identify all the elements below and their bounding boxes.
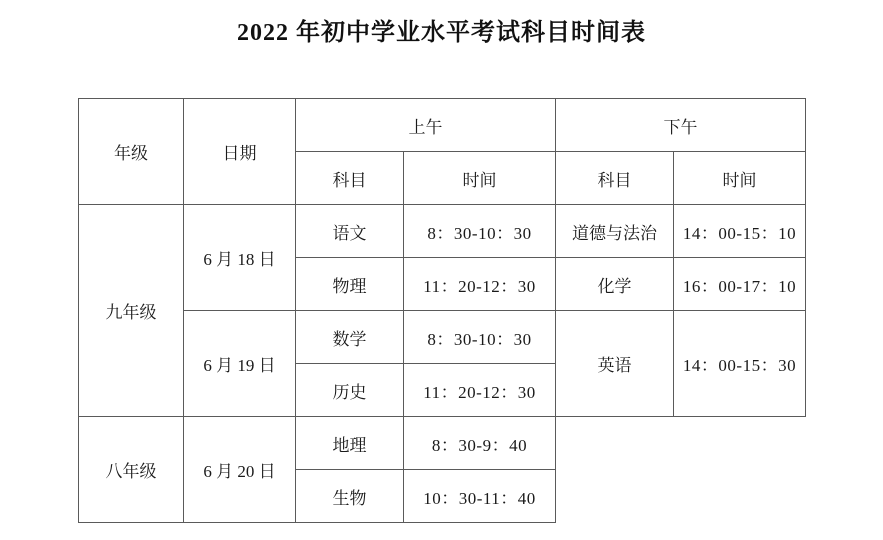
header-time-afternoon: 时间 <box>674 152 806 205</box>
cell-time-pm: 16：00-17：10 <box>674 258 806 311</box>
cell-time-am: 11：20-12：30 <box>404 364 556 417</box>
cell-time-pm: 14：00-15：30 <box>674 311 806 417</box>
cell-subject-am: 生物 <box>296 470 404 523</box>
table-row <box>79 417 806 470</box>
cell-subject-pm: 英语 <box>556 311 674 417</box>
cell-subject-pm: 道德与法治 <box>556 205 674 258</box>
cell-subject-am: 历史 <box>296 364 404 417</box>
table-row <box>79 205 806 258</box>
cell-time-pm: 14：00-15：10 <box>674 205 806 258</box>
header-subject-morning: 科目 <box>296 152 404 205</box>
header-time-morning: 时间 <box>404 152 556 205</box>
header-subject-afternoon: 科目 <box>556 152 674 205</box>
cell-empty <box>556 417 674 470</box>
cell-subject-am: 物理 <box>296 258 404 311</box>
cell-subject-pm: 化学 <box>556 258 674 311</box>
cell-time-am: 10：30-11：40 <box>404 470 556 523</box>
cell-subject-am: 数学 <box>296 311 404 364</box>
table-row <box>79 311 806 364</box>
cell-subject-am: 语文 <box>296 205 404 258</box>
cell-grade-9: 九年级 <box>79 205 184 417</box>
cell-date-0619: 6 月 19 日 <box>184 311 296 417</box>
header-morning: 上午 <box>296 99 556 152</box>
table-header-row-1 <box>79 99 806 152</box>
cell-time-am: 11：20-12：30 <box>404 258 556 311</box>
cell-date-0620: 6 月 20 日 <box>184 417 296 523</box>
header-afternoon: 下午 <box>556 99 806 152</box>
cell-date-0618: 6 月 18 日 <box>184 205 296 311</box>
cell-time-am: 8：30-9：40 <box>404 417 556 470</box>
exam-schedule-table <box>78 98 806 523</box>
page-title: 2022 年初中学业水平考试科目时间表 <box>237 20 646 46</box>
exam-schedule-table-wrapper <box>78 98 805 523</box>
cell-grade-8: 八年级 <box>79 417 184 523</box>
cell-time-am: 8：30-10：30 <box>404 205 556 258</box>
cell-empty <box>556 470 674 523</box>
cell-time-am: 8：30-10：30 <box>404 311 556 364</box>
cell-subject-am: 地理 <box>296 417 404 470</box>
header-date: 日期 <box>184 99 296 205</box>
header-grade: 年级 <box>79 99 184 205</box>
cell-empty <box>674 417 806 470</box>
cell-empty <box>674 470 806 523</box>
